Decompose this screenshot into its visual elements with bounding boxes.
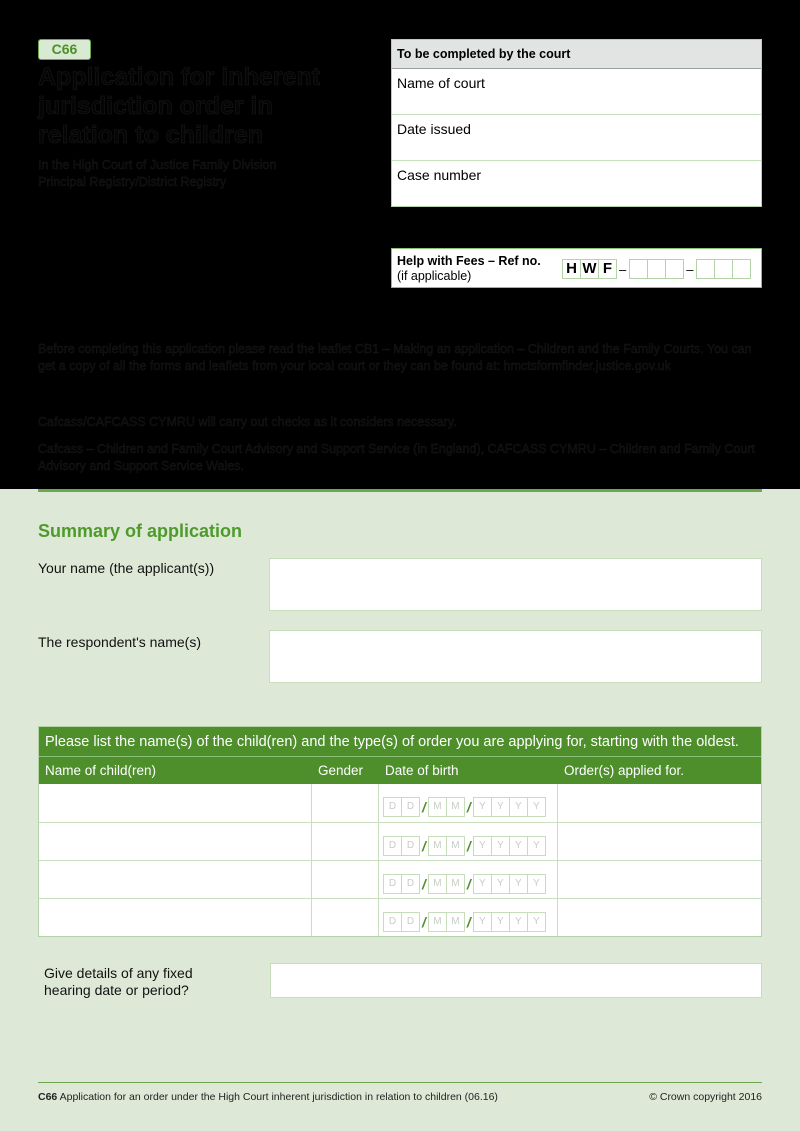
hwf-label — [397, 254, 541, 284]
dob-input[interactable] — [379, 899, 558, 936]
child-name-input[interactable] — [39, 823, 312, 860]
dob-month-cell[interactable]: M — [446, 836, 465, 856]
cafcass-definition: Cafcass – Children and Family Court Advisory and Support Service (in England), CAFCASS CYMRU – Children and Family Court Advisory and Support Service Wales. — [38, 442, 755, 473]
gender-input[interactable] — [312, 784, 379, 822]
dob-year-cell[interactable]: Y — [491, 912, 510, 932]
dob-year-cell[interactable]: Y — [509, 836, 528, 856]
footer-form-reference — [38, 1091, 498, 1103]
dob-year-cell[interactable]: Y — [473, 797, 492, 817]
dob-day-cell[interactable]: D — [383, 836, 402, 856]
dob-month-cell[interactable]: M — [446, 874, 465, 894]
dob-separator: / — [466, 837, 471, 854]
hwf-ref-input[interactable] — [562, 259, 750, 279]
applicant-name-label: Your name (the applicant(s)) — [38, 560, 215, 576]
subtitle-registry: Principal Registry/District Registry — [38, 175, 227, 189]
dob-month-cell[interactable]: M — [428, 836, 447, 856]
hwf-digit[interactable] — [629, 259, 648, 279]
dob-year-cell[interactable]: Y — [509, 874, 528, 894]
table-row — [39, 898, 761, 936]
col-date-of-birth: Date of birth — [385, 763, 459, 778]
footer-form-code: C66 — [38, 1091, 58, 1103]
dob-day-cell[interactable]: D — [401, 797, 420, 817]
case-number-label: Case number — [397, 167, 482, 183]
dob-day-cell[interactable]: D — [401, 836, 420, 856]
hwf-digit[interactable] — [665, 259, 684, 279]
dob-year-cell[interactable]: Y — [527, 836, 546, 856]
col-gender: Gender — [318, 763, 364, 778]
dob-year-cell[interactable]: Y — [527, 912, 546, 932]
dob-year-cell[interactable]: Y — [491, 874, 510, 894]
hwf-digit[interactable] — [732, 259, 751, 279]
footer-divider — [38, 1082, 762, 1083]
name-of-court-field[interactable] — [392, 69, 761, 115]
applicant-name-input[interactable] — [269, 558, 762, 611]
child-name-input[interactable] — [39, 861, 312, 898]
section-divider — [38, 489, 762, 492]
dob-separator: / — [466, 913, 471, 930]
dob-month-cell[interactable]: M — [428, 912, 447, 932]
dob-month-cell[interactable]: M — [446, 797, 465, 817]
summary-section-title: Summary of application — [38, 521, 243, 541]
child-name-input[interactable] — [39, 899, 312, 936]
orders-input[interactable] — [558, 899, 761, 936]
form-code-badge: C66 — [38, 39, 91, 60]
hwf-separator: – — [619, 261, 627, 277]
dob-year-cell[interactable]: Y — [473, 874, 492, 894]
name-of-court-label: Name of court — [397, 75, 485, 91]
dob-separator: / — [466, 875, 471, 892]
dob-year-cell[interactable]: Y — [527, 874, 546, 894]
hearing-label-line2: hearing date or period? — [44, 982, 189, 998]
hwf-prefix-h: H — [562, 259, 581, 279]
case-number-field[interactable] — [392, 161, 761, 207]
dob-separator: / — [422, 875, 426, 892]
respondent-name-input[interactable] — [269, 630, 762, 683]
form-title: Application for inherent jurisdiction order in relation to children — [38, 63, 320, 149]
court-box-heading: To be completed by the court — [392, 40, 761, 69]
dob-separator: / — [422, 799, 426, 815]
children-table-header — [39, 757, 761, 784]
dob-year-cell[interactable]: Y — [473, 836, 492, 856]
orders-input[interactable] — [558, 784, 761, 822]
hwf-separator: – — [686, 261, 694, 277]
hwf-digit[interactable] — [696, 259, 715, 279]
dob-year-cell[interactable]: Y — [491, 797, 510, 817]
dob-input[interactable] — [379, 861, 558, 898]
children-table-caption: Please list the name(s) of the child(ren) and the type(s) of order you are applying for, starting with the oldest. — [39, 727, 761, 757]
hwf-sublabel: (if applicable) — [397, 269, 472, 283]
orders-input[interactable] — [558, 823, 761, 860]
dob-year-cell[interactable]: Y — [509, 797, 528, 817]
dob-year-cell[interactable]: Y — [509, 912, 528, 932]
table-row — [39, 822, 761, 860]
dob-day-cell[interactable]: D — [401, 874, 420, 894]
table-row — [39, 784, 761, 822]
orders-input[interactable] — [558, 861, 761, 898]
col-orders: Order(s) applied for. — [564, 763, 685, 778]
gender-input[interactable] — [312, 823, 379, 860]
dob-month-cell[interactable]: M — [446, 912, 465, 932]
dob-separator: / — [422, 837, 426, 854]
date-issued-label: Date issued — [397, 121, 471, 137]
footer-form-description: Application for an order under the High Court inherent jurisdiction in relation to children (06.16) — [57, 1091, 498, 1103]
dob-month-cell[interactable]: M — [428, 874, 447, 894]
hwf-title: Help with Fees – Ref no. — [397, 254, 541, 268]
intro-paragraph: Before completing this application please read the leaflet CB1 – Making an application – Children and the Family Courts. You can get a copy of all the forms and leaflets from your local court or they can be found at: hmctsformfinder.justice.gov.uk — [38, 342, 752, 373]
dob-day-cell[interactable]: D — [383, 874, 402, 894]
hwf-prefix-w: W — [580, 259, 599, 279]
dob-day-cell[interactable]: D — [401, 912, 420, 932]
help-with-fees-box — [391, 248, 762, 288]
hearing-details-input[interactable] — [270, 963, 762, 998]
child-name-input[interactable] — [39, 784, 312, 822]
children-table-body — [39, 784, 761, 936]
hwf-prefix-f: F — [598, 259, 617, 279]
dob-separator: / — [422, 913, 426, 930]
hwf-digit[interactable] — [647, 259, 666, 279]
dob-month-cell[interactable]: M — [428, 797, 447, 817]
respondent-name-label: The respondent's name(s) — [38, 634, 201, 650]
dob-day-cell[interactable]: D — [383, 912, 402, 932]
dob-year-cell[interactable]: Y — [473, 912, 492, 932]
hwf-digit[interactable] — [714, 259, 733, 279]
hearing-label — [44, 965, 193, 999]
children-table — [38, 726, 762, 937]
cafcass-checks-note: Cafcass/CAFCASS CYMRU will carry out checks as it considers necessary. — [38, 415, 457, 429]
dob-year-cell[interactable]: Y — [491, 836, 510, 856]
gender-input[interactable] — [312, 899, 379, 936]
dob-separator: / — [466, 799, 471, 815]
form-subtitle — [38, 157, 368, 191]
dob-input[interactable] — [379, 823, 558, 860]
hearing-label-line1: Give details of any fixed — [44, 965, 193, 981]
col-child-name: Name of child(ren) — [45, 763, 157, 778]
gender-input[interactable] — [312, 861, 379, 898]
footer-copyright: © Crown copyright 2016 — [649, 1091, 762, 1103]
dob-year-cell[interactable]: Y — [527, 797, 546, 817]
subtitle-court: In the High Court of Justice Family Division — [38, 158, 277, 172]
dob-input[interactable] — [379, 784, 558, 822]
court-use-box — [391, 39, 762, 207]
table-row — [39, 860, 761, 898]
date-issued-field[interactable] — [392, 115, 761, 161]
dob-day-cell[interactable]: D — [383, 797, 402, 817]
